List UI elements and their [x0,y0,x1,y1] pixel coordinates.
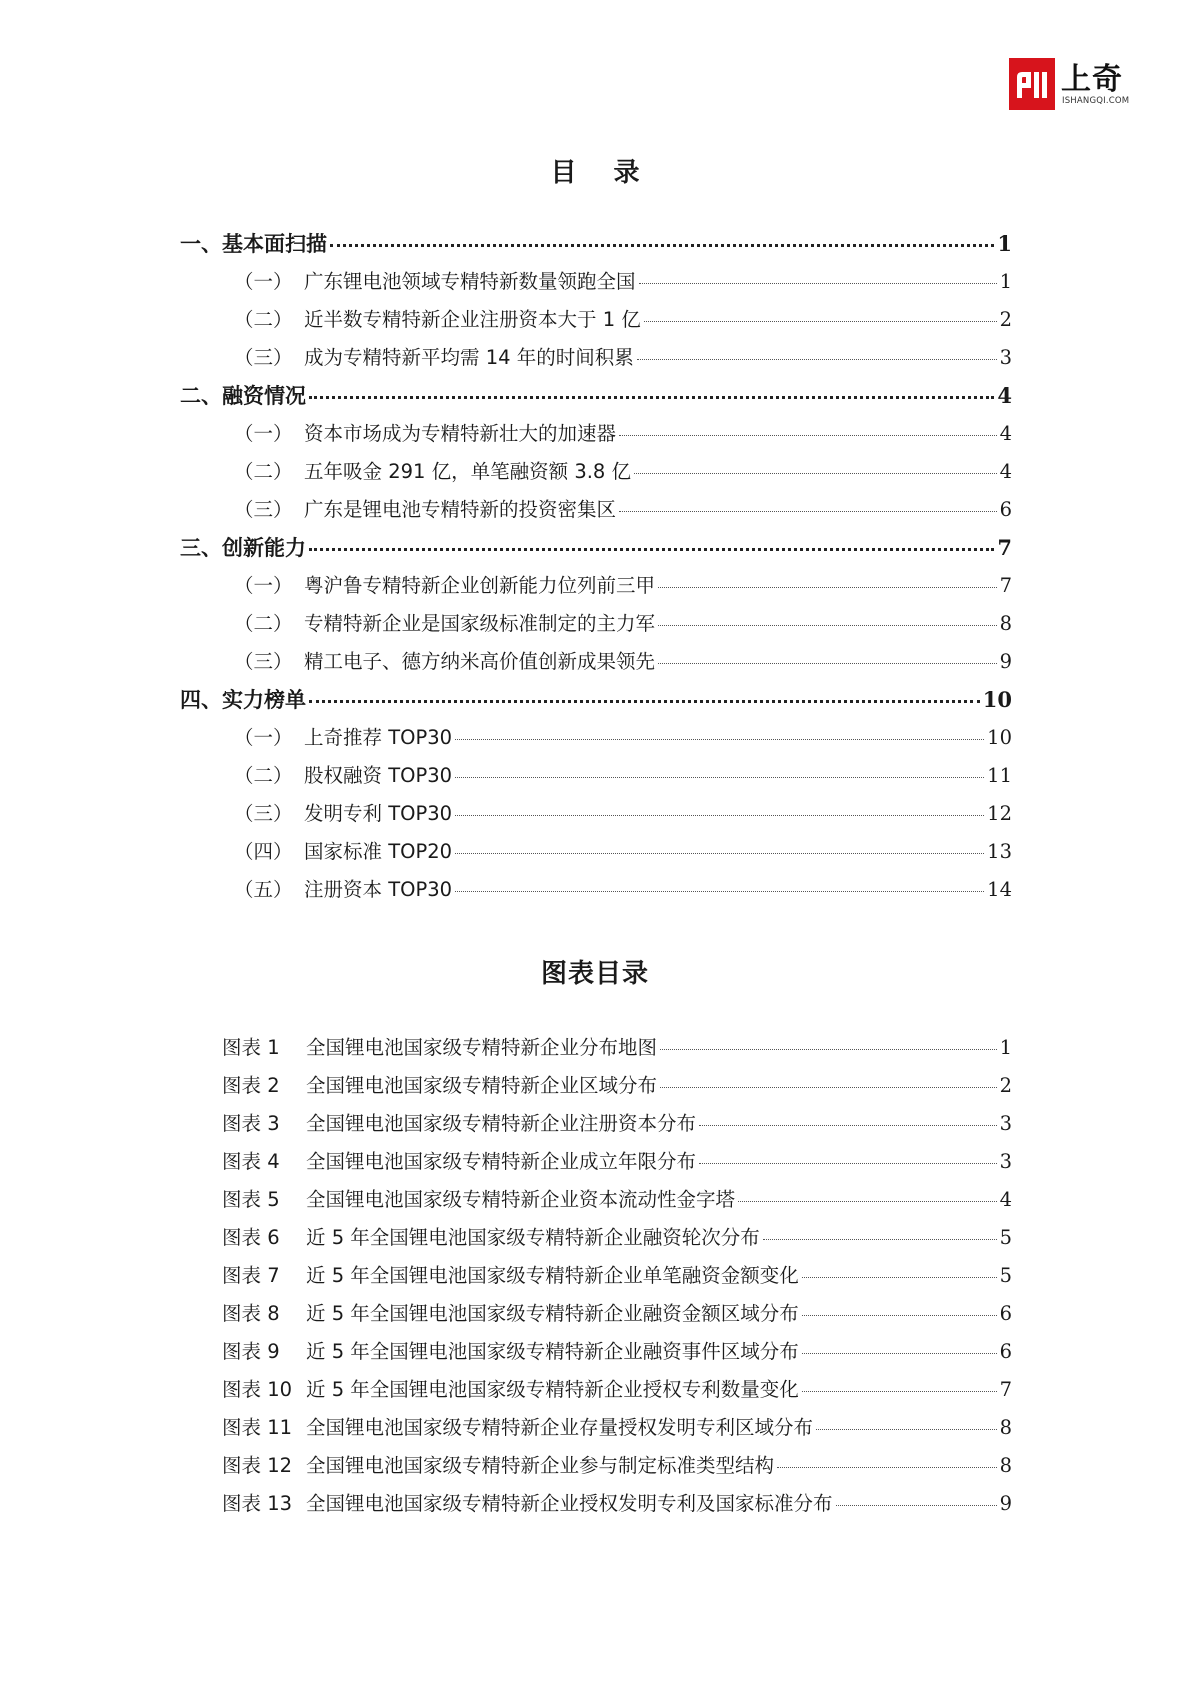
toc-subsection-row[interactable] [180,418,1012,456]
toc-section-page: 10 [982,687,1012,712]
toc-subsection-label: 发明专利 TOP30 [304,802,453,825]
figure-page: 8 [999,1454,1012,1477]
figure-page: 9 [999,1492,1012,1515]
logo-brand-en: ISHANGQI.COM [1062,96,1130,106]
toc-leader-dots [637,359,997,360]
figure-page: 5 [999,1226,1012,1249]
toc-leader-dots [455,891,984,892]
figure-label: 全国锂电池国家级专精特新企业授权发明专利及国家标准分布 [306,1492,833,1515]
toc-section-page: 1 [997,231,1012,256]
toc-subsection-row[interactable] [180,646,1012,684]
toc-leader-dots [455,777,984,778]
toc-leader-dots [455,853,984,854]
figure-label: 全国锂电池国家级专精特新企业成立年限分布 [306,1150,697,1173]
figure-leader-dots [738,1201,997,1202]
toc-subsection-row[interactable] [180,570,1012,608]
toc-leader-dots [619,511,997,512]
figure-list-row[interactable] [222,1298,1012,1336]
toc-subsection-page: 8 [999,612,1012,635]
figure-label: 近 5 年全国锂电池国家级专精特新企业单笔融资金额变化 [306,1264,799,1287]
toc-section-label: 二、融资情况 [180,384,306,408]
toc-leader-dots [658,587,997,588]
figure-label: 近 5 年全国锂电池国家级专精特新企业融资事件区域分布 [306,1340,799,1363]
toc-subsection-number: （一） [234,422,293,445]
figure-label: 近 5 年全国锂电池国家级专精特新企业融资轮次分布 [306,1226,760,1249]
figure-number: 图表 12 [222,1454,293,1477]
toc-leader-dots [639,283,997,284]
toc-subsection-label: 上奇推荐 TOP30 [304,726,453,749]
toc-subsection-page: 9 [999,650,1012,673]
figure-number: 图表 2 [222,1074,280,1097]
figure-list-row[interactable] [222,1184,1012,1222]
toc-leader-dots [309,548,994,551]
toc-subsection-label: 五年吸金 291 亿，单笔融资额 3.8 亿 [304,460,632,483]
toc-leader-dots [658,625,997,626]
toc-subsection-page: 4 [999,422,1012,445]
toc-subsection-number: （一） [234,726,293,749]
figure-page: 4 [999,1188,1012,1211]
figure-number: 图表 8 [222,1302,280,1325]
figure-leader-dots [777,1467,997,1468]
toc-subsection-page: 4 [999,460,1012,483]
figure-list-row[interactable] [222,1032,1012,1070]
toc-subsection-row[interactable] [180,874,1012,912]
toc-section-row[interactable] [180,684,1012,722]
logo-mark-icon [1009,58,1055,110]
figure-list-row[interactable] [222,1222,1012,1260]
figure-leader-dots [699,1163,997,1164]
toc-leader-dots [455,815,984,816]
toc-subsection-row[interactable] [180,608,1012,646]
toc-subsection-row[interactable] [180,304,1012,342]
toc-subsection-number: （三） [234,498,293,521]
figure-label: 全国锂电池国家级专精特新企业资本流动性金字塔 [306,1188,736,1211]
figure-page: 3 [999,1150,1012,1173]
toc-subsection-row[interactable] [180,266,1012,304]
toc-leader-dots [619,435,997,436]
toc-subsection-page: 2 [999,308,1012,331]
toc-section-label: 四、实力榜单 [180,688,306,712]
figure-list-row[interactable] [222,1336,1012,1374]
toc-section-page: 7 [997,535,1012,560]
toc-subsection-number: （二） [234,460,293,483]
toc-subsection-row[interactable] [180,836,1012,874]
toc-section-label: 三、创新能力 [180,536,306,560]
toc-subsection-page: 1 [999,270,1012,293]
figure-number: 图表 6 [222,1226,280,1249]
figure-number: 图表 3 [222,1112,280,1135]
toc-subsection-number: （一） [234,270,293,293]
toc-subsection-number: （二） [234,612,293,635]
toc-subsection-page: 10 [987,726,1012,749]
toc-subsection-page: 14 [987,878,1012,901]
toc-subsection-label: 粤沪鲁专精特新企业创新能力位列前三甲 [304,574,656,597]
toc-subsection-page: 11 [987,764,1012,787]
figure-label: 近 5 年全国锂电池国家级专精特新企业授权专利数量变化 [306,1378,799,1401]
toc-section-row[interactable] [180,380,1012,418]
figure-number: 图表 13 [222,1492,293,1515]
figure-page: 1 [999,1036,1012,1059]
toc-subsection-page: 13 [987,840,1012,863]
table-of-contents [180,228,1012,912]
toc-title: 目 录 [550,158,654,188]
toc-subsection-page: 3 [999,346,1012,369]
toc-leader-dots [309,700,980,703]
toc-subsection-label: 精工电子、德方纳米高价值创新成果领先 [304,650,656,673]
toc-subsection-row[interactable] [180,494,1012,532]
toc-subsection-page: 7 [999,574,1012,597]
figure-page: 3 [999,1112,1012,1135]
figure-list [222,1032,1012,1526]
figure-leader-dots [802,1353,997,1354]
toc-subsection-label: 成为专精特新平均需 14 年的时间积累 [304,346,634,369]
toc-subsection-row[interactable] [180,798,1012,836]
figure-leader-dots [802,1315,997,1316]
toc-subsection-number: （二） [234,764,293,787]
toc-subsection-row[interactable] [180,456,1012,494]
figure-number: 图表 1 [222,1036,280,1059]
toc-subsection-number: （一） [234,574,293,597]
logo-brand-cn: 上奇 [1061,62,1123,97]
toc-subsection-label: 广东锂电池领域专精特新数量领跑全国 [304,270,636,293]
figure-number: 图表 7 [222,1264,280,1287]
toc-leader-dots [658,663,997,664]
figure-leader-dots [816,1429,997,1430]
toc-subsection-label: 资本市场成为专精特新壮大的加速器 [304,422,617,445]
figure-list-row[interactable] [222,1260,1012,1298]
figure-label: 全国锂电池国家级专精特新企业区域分布 [306,1074,658,1097]
figure-label: 全国锂电池国家级专精特新企业注册资本分布 [306,1112,697,1135]
figure-leader-dots [699,1125,997,1126]
figure-number: 图表 9 [222,1340,280,1363]
figure-leader-dots [802,1391,997,1392]
figure-number: 图表 5 [222,1188,280,1211]
figure-list-row[interactable] [222,1412,1012,1450]
toc-subsection-row[interactable] [180,342,1012,380]
toc-subsection-number: （三） [234,650,293,673]
toc-subsection-page: 6 [999,498,1012,521]
toc-leader-dots [455,739,984,740]
figure-page: 5 [999,1264,1012,1287]
figure-list-row[interactable] [222,1108,1012,1146]
toc-subsection-number: （五） [234,878,293,901]
figure-page: 6 [999,1340,1012,1363]
toc-leader-dots [309,396,994,399]
brand-logo [1009,58,1141,110]
figure-list-row[interactable] [222,1374,1012,1412]
toc-subsection-row[interactable] [180,760,1012,798]
figure-number: 图表 11 [222,1416,293,1439]
figure-page: 7 [999,1378,1012,1401]
figure-label: 全国锂电池国家级专精特新企业参与制定标准类型结构 [306,1454,775,1477]
toc-subsection-row[interactable] [180,722,1012,760]
toc-subsection-label: 股权融资 TOP30 [304,764,453,787]
figure-list-title: 图表目录 [540,959,649,989]
figure-label: 近 5 年全国锂电池国家级专精特新企业融资金额区域分布 [306,1302,799,1325]
figure-page: 2 [999,1074,1012,1097]
toc-section-label: 一、基本面扫描 [180,232,327,256]
figure-page: 6 [999,1302,1012,1325]
figure-page: 8 [999,1416,1012,1439]
figure-list-row[interactable] [222,1450,1012,1488]
toc-subsection-label: 近半数专精特新企业注册资本大于 1 亿 [304,308,641,331]
figure-leader-dots [763,1239,997,1240]
toc-subsection-page: 12 [987,802,1012,825]
toc-section-row[interactable] [180,228,1012,266]
toc-subsection-label: 广东是锂电池专精特新的投资密集区 [304,498,617,521]
figure-leader-dots [802,1277,997,1278]
toc-leader-dots [644,321,997,322]
figure-leader-dots [836,1505,997,1506]
figure-label: 全国锂电池国家级专精特新企业存量授权发明专利区域分布 [306,1416,814,1439]
toc-subsection-label: 注册资本 TOP30 [304,878,453,901]
figure-number: 图表 4 [222,1150,280,1173]
figure-list-row[interactable] [222,1488,1012,1526]
figure-list-row[interactable] [222,1146,1012,1184]
toc-leader-dots [330,244,994,247]
toc-subsection-label: 国家标准 TOP20 [304,840,453,863]
toc-subsection-label: 专精特新企业是国家级标准制定的主力军 [304,612,656,635]
figure-leader-dots [660,1049,997,1050]
figure-leader-dots [660,1087,997,1088]
figure-list-row[interactable] [222,1070,1012,1108]
toc-subsection-number: （三） [234,346,293,369]
toc-subsection-number: （二） [234,308,293,331]
toc-section-row[interactable] [180,532,1012,570]
figure-number: 图表 10 [222,1378,293,1401]
toc-section-page: 4 [997,383,1012,408]
figure-label: 全国锂电池国家级专精特新企业分布地图 [306,1036,658,1059]
toc-leader-dots [634,473,997,474]
toc-subsection-number: （四） [234,840,293,863]
toc-subsection-number: （三） [234,802,293,825]
